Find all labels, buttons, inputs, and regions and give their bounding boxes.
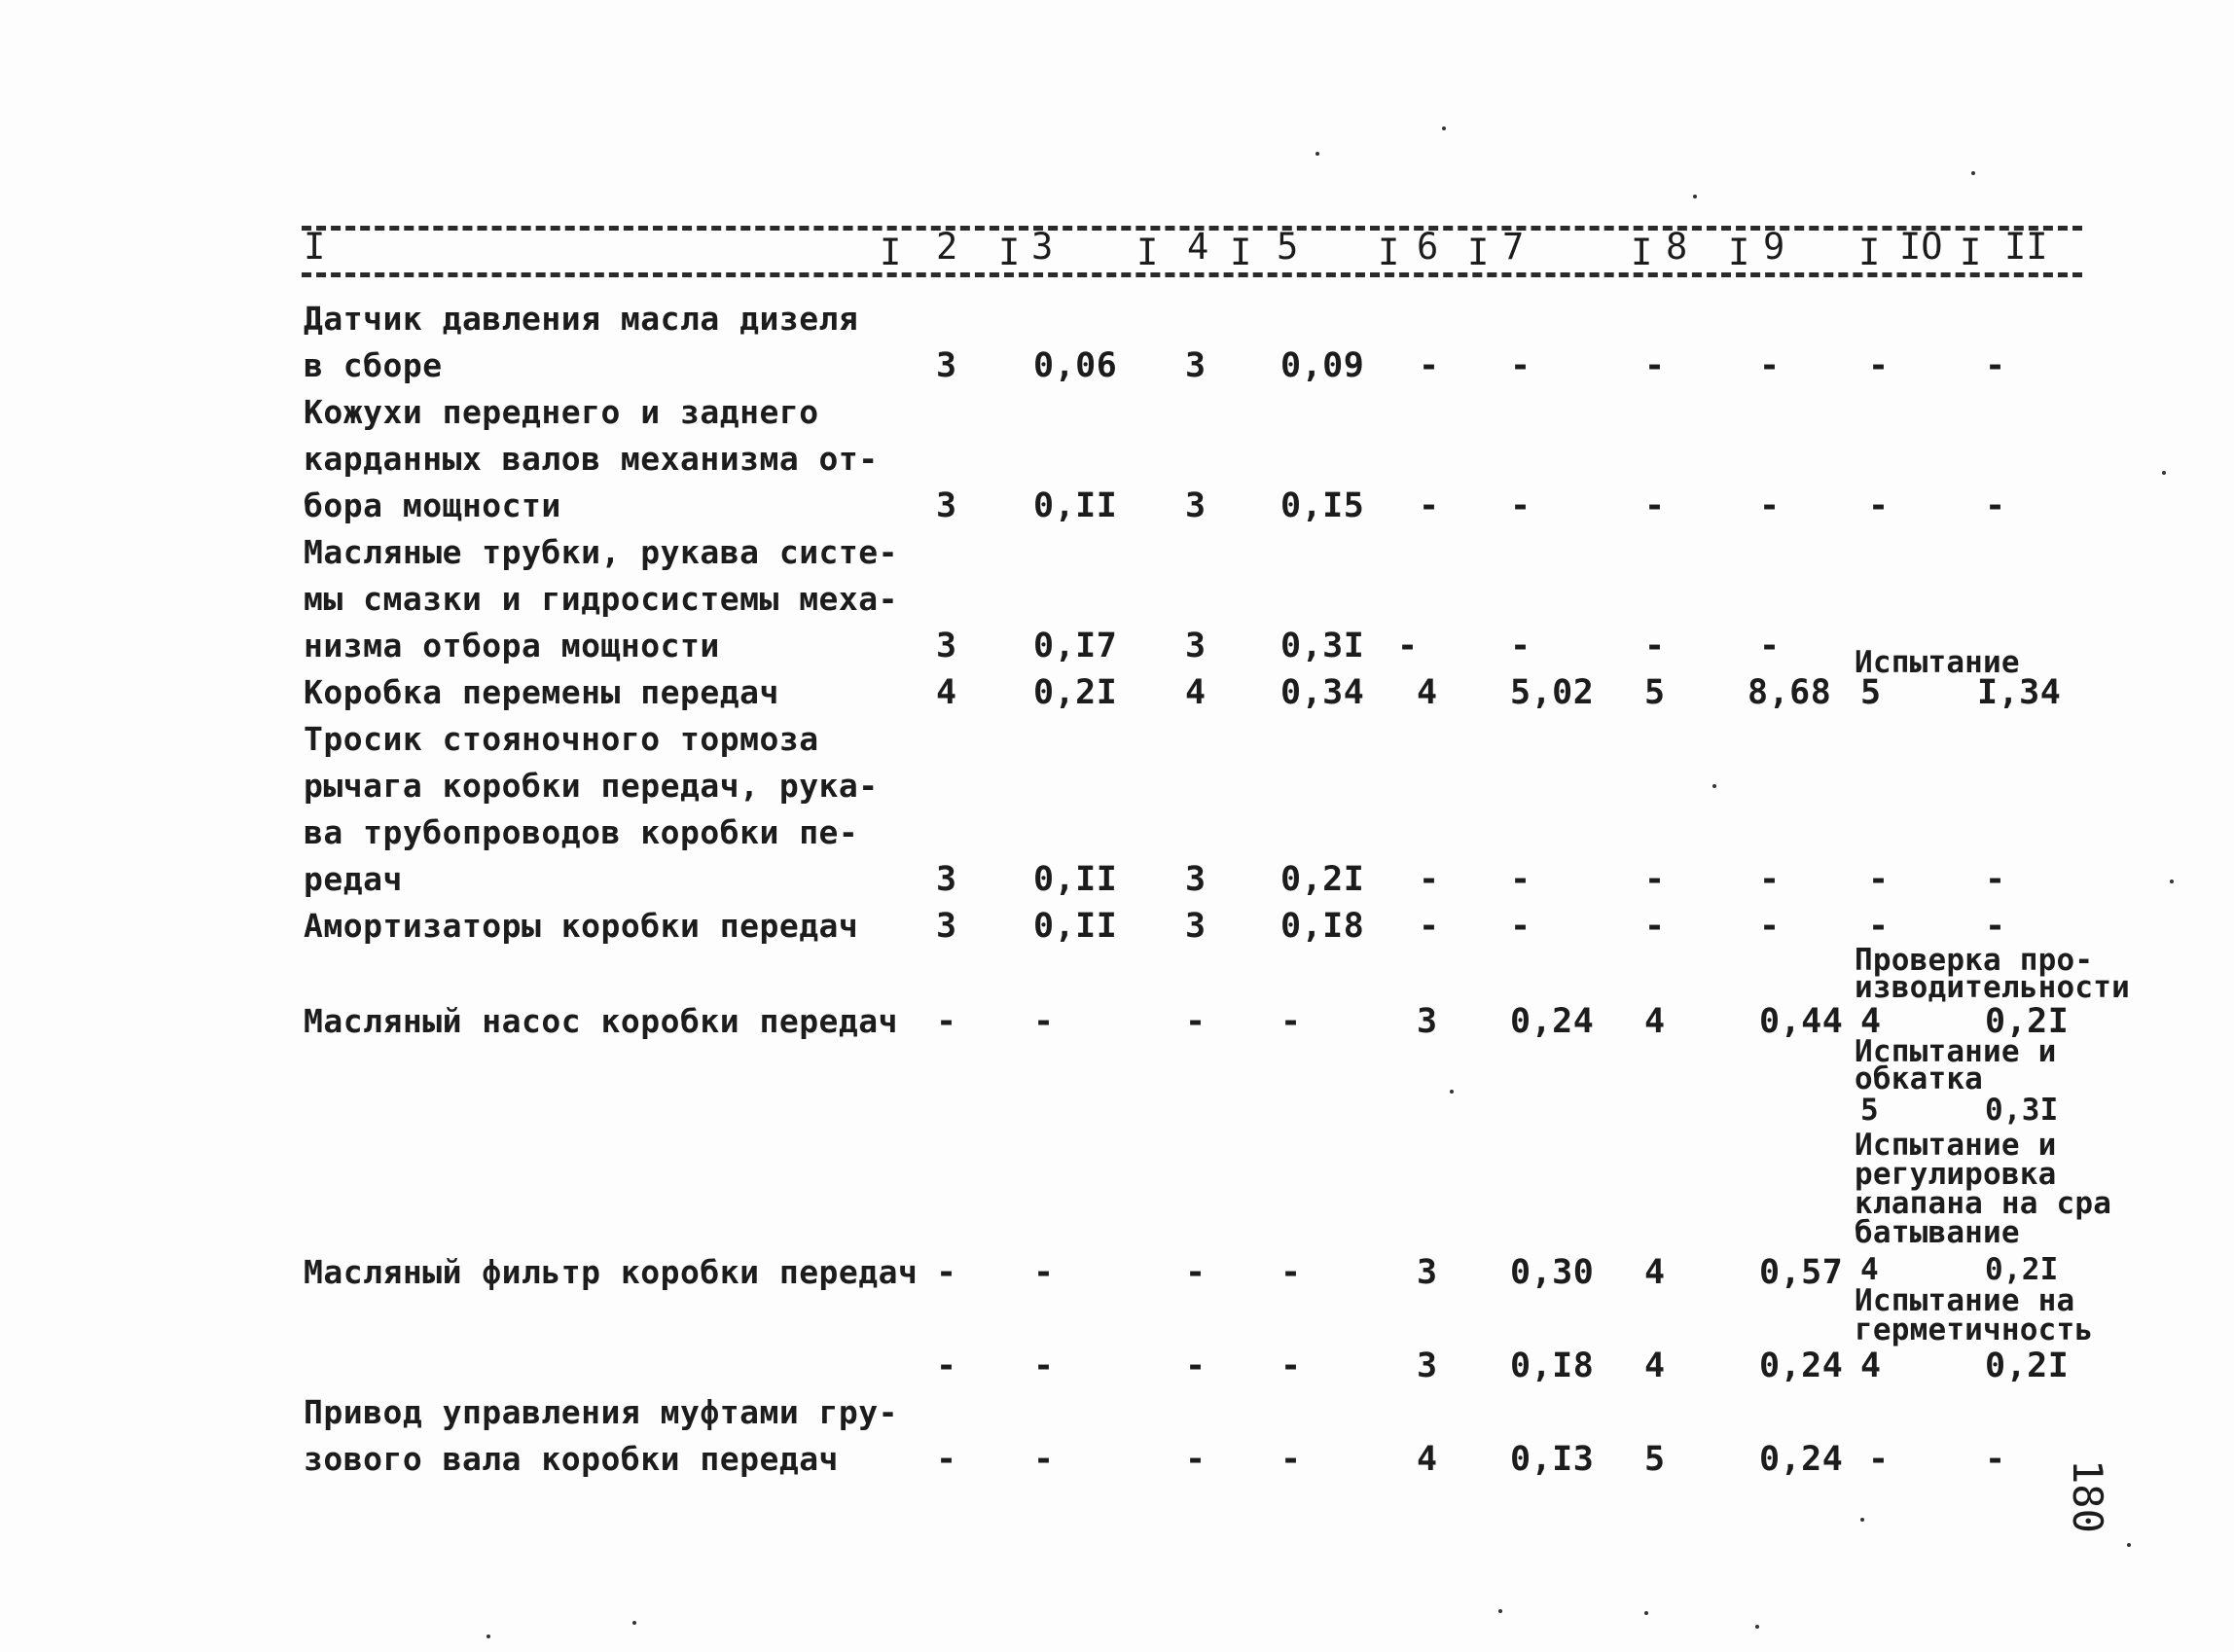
- scan-speck: [1315, 152, 1319, 156]
- cell: 0,2I: [1985, 1252, 2059, 1287]
- cell: -: [1033, 1347, 1055, 1385]
- cell: -: [1644, 346, 1666, 385]
- row-name-line: Масляный насос коробки передач: [304, 1002, 899, 1040]
- cell: -: [1759, 627, 1781, 665]
- cell: 4: [936, 673, 957, 712]
- cell: 0,24: [1759, 1347, 1844, 1385]
- header-col-11: II: [2004, 226, 2048, 268]
- page-number: 180: [2064, 1459, 2111, 1533]
- cell: -: [1985, 486, 2006, 525]
- test-note: Испытание и: [1855, 1034, 2057, 1069]
- cell: -: [1185, 1253, 1207, 1292]
- cell: 3: [1185, 860, 1207, 899]
- cell: 5,02: [1510, 673, 1595, 712]
- test-note: регулировка: [1855, 1157, 2057, 1192]
- header-col-2: 2: [936, 226, 958, 268]
- cell: -: [936, 1002, 957, 1041]
- cell: -: [1419, 346, 1440, 385]
- cell: 4: [1644, 1253, 1666, 1292]
- cell: 4: [1644, 1347, 1666, 1385]
- cell: 3: [1185, 907, 1207, 946]
- header-separator: I: [1136, 232, 1159, 273]
- cell: 0,II: [1033, 486, 1118, 525]
- row-name-line: ва трубопроводов коробки пе-: [304, 813, 859, 851]
- scan-speck: [486, 1634, 490, 1638]
- row-name-line: бора мощности: [304, 486, 561, 524]
- test-note: изводительности: [1855, 970, 2130, 1005]
- cell: -: [1280, 1253, 1302, 1292]
- cell: -: [1868, 860, 1890, 899]
- cell: 0,06: [1033, 346, 1118, 385]
- cell: 4: [1417, 673, 1438, 712]
- cell: 4: [1644, 1002, 1666, 1041]
- row-name-line: низма отбора мощности: [304, 627, 720, 664]
- cell: -: [1280, 1347, 1302, 1385]
- header-col-10: IO: [1899, 226, 1943, 268]
- cell: -: [1033, 1253, 1055, 1292]
- header-separator: I: [1728, 232, 1750, 273]
- cell: -: [1759, 486, 1781, 525]
- scan-speck: [632, 1621, 636, 1625]
- header-bottom-rule: [302, 272, 2082, 277]
- cell: 0,09: [1280, 346, 1365, 385]
- cell: -: [1033, 1002, 1055, 1041]
- scan-speck: [1442, 126, 1446, 130]
- header-separator: I: [998, 232, 1021, 273]
- cell: 0,3I: [1985, 1093, 2059, 1128]
- cell: 0,I5: [1280, 486, 1365, 525]
- scan-speck: [1971, 171, 1975, 175]
- scan-speck: [1712, 784, 1716, 788]
- cell: -: [1280, 1002, 1302, 1041]
- cell: 3: [1417, 1002, 1438, 1041]
- header-col-7: 7: [1502, 226, 1525, 268]
- header-separator: I: [1858, 232, 1881, 273]
- cell: 0,24: [1759, 1440, 1844, 1479]
- cell: -: [1280, 1440, 1302, 1479]
- cell: -: [1510, 627, 1531, 665]
- cell: -: [1185, 1002, 1207, 1041]
- row-name-line: Кожухи переднего и заднего: [304, 393, 819, 431]
- cell: 4: [1185, 673, 1207, 712]
- cell: 0,24: [1510, 1002, 1595, 1041]
- header-col-6: 6: [1417, 226, 1439, 268]
- cell: 0,44: [1759, 1002, 1844, 1041]
- row-name-line: Масляные трубки, рукава систе-: [304, 533, 899, 571]
- row-name-line: Привод управления муфтами гру-: [304, 1393, 899, 1431]
- cell: -: [1985, 907, 2006, 946]
- cell: 4: [1860, 1347, 1882, 1385]
- row-name-line: зового вала коробки передач: [304, 1440, 839, 1478]
- cell: -: [1644, 627, 1666, 665]
- scan-speck: [1644, 1611, 1648, 1615]
- scan-speck: [1755, 1625, 1759, 1629]
- cell: 0,2I: [1033, 673, 1118, 712]
- cell: -: [1868, 907, 1890, 946]
- cell: -: [1759, 907, 1781, 946]
- cell: 0,2I: [1985, 1347, 2070, 1385]
- row-name-line: Амортизаторы коробки передач: [304, 907, 859, 945]
- scan-speck: [2162, 471, 2166, 475]
- header-separator: I: [1230, 232, 1252, 273]
- cell: -: [936, 1253, 957, 1292]
- cell: 8,68: [1748, 673, 1832, 712]
- cell: 4: [1417, 1440, 1438, 1479]
- scan-speck: [2127, 1543, 2131, 1547]
- cell: 5: [1860, 1093, 1879, 1128]
- scan-speck: [1450, 1090, 1454, 1094]
- cell: -: [1397, 627, 1419, 665]
- cell: -: [1510, 486, 1531, 525]
- row-name-line: Тросик стояночного тормоза: [304, 720, 819, 758]
- cell: -: [1759, 860, 1781, 899]
- header-col-9: 9: [1763, 226, 1785, 268]
- cell: 0,I8: [1280, 907, 1365, 946]
- cell: -: [1033, 1440, 1055, 1479]
- cell: -: [1644, 486, 1666, 525]
- cell: -: [1510, 346, 1531, 385]
- cell: -: [1644, 860, 1666, 899]
- cell: -: [1868, 346, 1890, 385]
- test-note: батывание: [1855, 1215, 2020, 1250]
- cell: 3: [936, 627, 957, 665]
- cell: 3: [936, 346, 957, 385]
- cell: -: [1759, 346, 1781, 385]
- cell: 3: [1185, 486, 1207, 525]
- cell: -: [936, 1347, 957, 1385]
- cell: I,34: [1977, 673, 2062, 712]
- header-col-4: 4: [1187, 226, 1209, 268]
- cell: 0,30: [1510, 1253, 1595, 1292]
- cell: 4: [1860, 1002, 1882, 1041]
- cell: 3: [1185, 346, 1207, 385]
- row-name-line: в сборе: [304, 346, 443, 384]
- row-name-line: Масляный фильтр коробки передач: [304, 1253, 919, 1291]
- scan-speck: [2170, 880, 2174, 883]
- test-note: клапана на сра: [1855, 1186, 2112, 1221]
- test-note: Испытание: [1855, 645, 2020, 680]
- test-note: Испытание на: [1855, 1283, 2075, 1318]
- test-note: обкатка: [1855, 1061, 1984, 1096]
- cell: 3: [936, 860, 957, 899]
- cell: 3: [1417, 1253, 1438, 1292]
- scan-speck: [1498, 1609, 1502, 1613]
- cell: 0,34: [1280, 673, 1365, 712]
- cell: -: [1985, 860, 2006, 899]
- header-separator: I: [1631, 232, 1653, 273]
- cell: 0,II: [1033, 860, 1118, 899]
- cell: -: [1644, 907, 1666, 946]
- cell: -: [1419, 486, 1440, 525]
- header-separator: I: [1960, 232, 1982, 273]
- header-separator: I: [1378, 232, 1400, 273]
- test-note: Проверка про-: [1855, 943, 2094, 978]
- row-name-line: рычага коробки передач, рука-: [304, 767, 879, 805]
- scan-speck: [1693, 195, 1697, 198]
- row-name-line: карданных валов механизма от-: [304, 440, 879, 478]
- cell: -: [1868, 1440, 1890, 1479]
- row-name-line: мы смазки и гидросистемы меха-: [304, 580, 899, 618]
- header-col-3: 3: [1031, 226, 1054, 268]
- cell: -: [1419, 907, 1440, 946]
- cell: -: [1510, 860, 1531, 899]
- cell: -: [1868, 486, 1890, 525]
- cell: -: [1510, 907, 1531, 946]
- cell: -: [1985, 346, 2006, 385]
- cell: 3: [936, 907, 957, 946]
- cell: -: [1985, 1440, 2006, 1479]
- header-col-8: 8: [1666, 226, 1688, 268]
- cell: 0,I8: [1510, 1347, 1595, 1385]
- header-separator: I: [880, 232, 902, 273]
- cell: 5: [1860, 673, 1882, 712]
- cell: 5: [1644, 1440, 1666, 1479]
- cell: 0,I7: [1033, 627, 1118, 665]
- cell: 0,2I: [1280, 860, 1365, 899]
- cell: 0,57: [1759, 1253, 1844, 1292]
- cell: 0,2I: [1985, 1002, 2070, 1041]
- row-name-line: Датчик давления масла дизеля: [304, 300, 859, 338]
- scan-speck: [1860, 1518, 1864, 1522]
- test-note: герметичность: [1855, 1312, 2094, 1347]
- cell: 0,I3: [1510, 1440, 1595, 1479]
- cell: 3: [936, 486, 957, 525]
- header-separator: I: [1467, 232, 1490, 273]
- row-name-line: редач: [304, 860, 403, 898]
- cell: 5: [1644, 673, 1666, 712]
- cell: 0,3I: [1280, 627, 1365, 665]
- cell: 3: [1417, 1347, 1438, 1385]
- cell: 4: [1860, 1252, 1879, 1287]
- cell: -: [1185, 1440, 1207, 1479]
- header-col-1: I: [304, 226, 326, 268]
- cell: 0,II: [1033, 907, 1118, 946]
- cell: -: [1185, 1347, 1207, 1385]
- header-col-5: 5: [1277, 226, 1299, 268]
- cell: 3: [1185, 627, 1207, 665]
- row-name-line: Коробка перемены передач: [304, 673, 779, 711]
- test-note: Испытание и: [1855, 1128, 2057, 1163]
- cell: -: [1419, 860, 1440, 899]
- cell: -: [936, 1440, 957, 1479]
